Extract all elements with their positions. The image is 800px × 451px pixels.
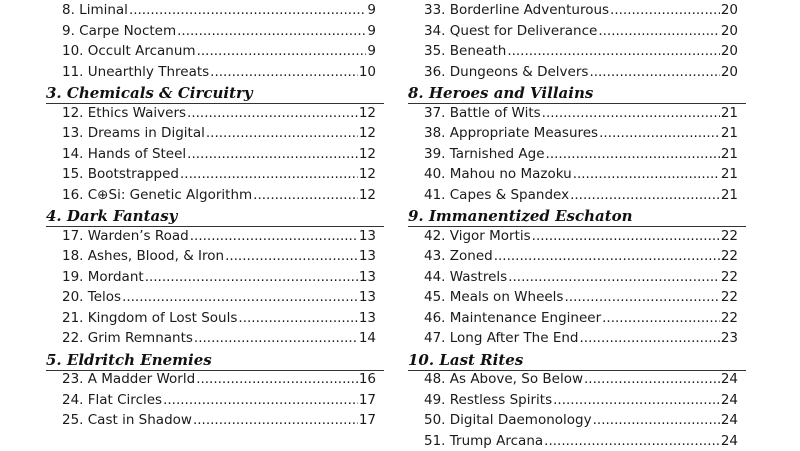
entry-page-number: 13 (358, 268, 376, 285)
toc-entry[interactable] (424, 185, 738, 205)
dot-leader (197, 41, 367, 61)
entry-page-number: 24 (720, 412, 738, 428)
entry-page-number: 9 (367, 43, 376, 59)
toc-entry[interactable] (62, 62, 376, 82)
dot-leader (544, 431, 720, 451)
toc-entry[interactable] (62, 21, 376, 41)
entry-page-number: 22 (720, 268, 738, 285)
dot-leader (553, 390, 720, 410)
entry-page-number: 12 (358, 186, 376, 203)
entry-title: 17. Warden’s Road (62, 227, 189, 244)
entry-title: 50. Digital Daemonology (424, 412, 592, 428)
entry-title: 19. Mordant (62, 268, 144, 285)
entry-title: 14. Hands of Steel (62, 145, 187, 162)
toc-entry[interactable] (62, 103, 376, 123)
dot-leader (573, 164, 720, 184)
entry-title: 25. Cast in Shadow (62, 412, 192, 428)
dot-leader (253, 185, 358, 205)
entry-title: 37. Battle of Wits (424, 104, 541, 121)
entry-page-number: 9 (367, 2, 376, 18)
entry-page-number: 21 (720, 125, 738, 141)
entry-page-number: 12 (358, 145, 376, 162)
dot-leader (610, 0, 720, 20)
entry-title: 47. Long After The End (424, 330, 579, 346)
toc-entry[interactable] (424, 287, 738, 307)
entry-title: 8. Liminal (62, 2, 128, 18)
entry-page-number: 24 (720, 391, 738, 408)
entry-title: 10. Occult Arcanum (62, 43, 196, 59)
dot-leader (580, 328, 720, 348)
dot-leader (206, 123, 358, 143)
entry-title: 38. Appropriate Measures (424, 125, 599, 141)
dot-leader (546, 144, 720, 164)
entry-page-number: 14 (358, 330, 376, 346)
dot-leader (508, 267, 720, 287)
toc-entry[interactable] (424, 410, 738, 430)
section-heading: 8. Heroes and Villains (408, 82, 746, 104)
entry-page-number: 21 (720, 186, 738, 203)
entry-page-number: 17 (358, 391, 376, 408)
entry-title: 11. Unearthly Threats (62, 63, 210, 80)
dot-leader (599, 123, 720, 143)
entry-page-number: 20 (720, 2, 738, 18)
toc-entry[interactable] (424, 431, 738, 451)
entry-title: 42. Vigor Mortis (424, 227, 531, 244)
entry-page-number: 16 (358, 371, 376, 387)
entry-title: 15. Bootstrapped (62, 166, 179, 182)
dot-leader (122, 287, 358, 307)
dot-leader (187, 144, 358, 164)
dot-leader (190, 226, 358, 246)
entry-page-number: 22 (720, 248, 738, 264)
entry-title: 40. Mahou no Mazoku (424, 166, 572, 182)
dot-leader (584, 369, 720, 389)
dot-leader (196, 369, 358, 389)
dot-leader (177, 21, 366, 41)
toc-entry[interactable] (424, 0, 738, 20)
entry-title: 39. Tarnished Age (424, 145, 545, 162)
toc-entry[interactable] (424, 308, 738, 328)
entry-page-number: 23 (720, 330, 738, 346)
entry-title: 12. Ethics Waivers (62, 104, 187, 121)
section-heading: 9. Immanentized Eschaton (408, 205, 746, 227)
entry-title: 21. Kingdom of Lost Souls (62, 309, 238, 326)
toc-entry[interactable] (424, 123, 738, 143)
entry-page-number: 20 (720, 63, 738, 80)
dot-leader (145, 267, 358, 287)
dot-leader (180, 164, 358, 184)
dot-leader (238, 308, 357, 328)
toc-entry[interactable] (62, 369, 376, 389)
toc-entry[interactable] (62, 0, 376, 20)
entry-page-number: 21 (720, 104, 738, 121)
toc-entry[interactable] (424, 103, 738, 123)
entry-title: 41. Capes & Spandex (424, 186, 570, 203)
entry-page-number: 13 (358, 289, 376, 305)
entry-title: 22. Grim Remnants (62, 330, 193, 346)
entry-title: 49. Restless Spirits (424, 391, 553, 408)
entry-title: 33. Borderline Adventurous (424, 2, 610, 18)
entry-page-number: 9 (367, 22, 376, 39)
entry-title: 44. Wastrels (424, 268, 508, 285)
toc-entry[interactable] (424, 144, 738, 164)
toc-entry[interactable] (62, 246, 376, 266)
dot-leader (210, 62, 358, 82)
dot-leader (187, 103, 358, 123)
entry-title: 51. Trump Arcana (424, 432, 544, 449)
dot-leader (507, 41, 720, 61)
toc-entry[interactable] (424, 164, 738, 184)
dot-leader (542, 103, 720, 123)
entry-page-number: 12 (358, 104, 376, 121)
dot-leader (593, 410, 720, 430)
dot-leader (589, 62, 719, 82)
entry-title: 20. Telos (62, 289, 122, 305)
toc-entry[interactable] (424, 267, 738, 287)
dot-leader (570, 185, 720, 205)
toc-entry[interactable] (424, 226, 738, 246)
entry-page-number: 20 (720, 43, 738, 59)
entry-page-number: 20 (720, 22, 738, 39)
dot-leader (193, 410, 358, 430)
toc-entry[interactable] (62, 308, 376, 328)
toc-entry[interactable] (424, 390, 738, 410)
entry-page-number: 13 (358, 309, 376, 326)
toc-entry[interactable] (62, 144, 376, 164)
entry-page-number: 22 (720, 309, 738, 326)
entry-title: 46. Maintenance Engineer (424, 309, 602, 326)
toc-entry[interactable] (62, 328, 376, 348)
entry-title: 9. Carpe Noctem (62, 22, 177, 39)
entry-title: 36. Dungeons & Delvers (424, 63, 589, 80)
toc-entry[interactable] (62, 390, 376, 410)
dot-leader (129, 0, 366, 20)
toc-entry[interactable] (62, 123, 376, 143)
toc-entry[interactable] (424, 369, 738, 389)
dot-leader (602, 308, 720, 328)
dot-leader (194, 328, 358, 348)
section-heading: 3. Chemicals & Circuitry (46, 82, 384, 104)
dot-leader (564, 287, 719, 307)
dot-leader (163, 390, 358, 410)
toc-entry[interactable] (62, 410, 376, 430)
entry-page-number: 12 (358, 166, 376, 182)
toc-entry[interactable] (424, 62, 738, 82)
entry-page-number: 10 (358, 63, 376, 80)
entry-title: 18. Ashes, Blood, & Iron (62, 248, 225, 264)
entry-title: 35. Beneath (424, 43, 507, 59)
dot-leader (532, 226, 720, 246)
entry-page-number: 13 (358, 248, 376, 264)
dot-leader (225, 246, 358, 266)
entry-title: 16. C⊕Si: Genetic Algorithm (62, 186, 253, 203)
section-heading: 5. Eldritch Enemies (46, 349, 384, 371)
entry-title: 23. A Madder World (62, 371, 196, 387)
toc-entry[interactable] (424, 328, 738, 348)
entry-title: 48. As Above, So Below (424, 371, 584, 387)
entry-title: 45. Meals on Wheels (424, 289, 564, 305)
toc-entry[interactable] (62, 267, 376, 287)
toc-entry[interactable] (62, 287, 376, 307)
toc-entry[interactable] (62, 185, 376, 205)
toc-entry[interactable] (424, 246, 738, 266)
entry-page-number: 24 (720, 371, 738, 387)
entry-page-number: 21 (720, 166, 738, 182)
entry-page-number: 22 (720, 227, 738, 244)
entry-title: 34. Quest for Deliverance (424, 22, 598, 39)
toc-entry[interactable] (62, 226, 376, 246)
toc-entry[interactable] (62, 41, 376, 61)
toc-entry[interactable] (424, 41, 738, 61)
dot-leader (598, 21, 719, 41)
entry-page-number: 21 (720, 145, 738, 162)
toc-entry[interactable] (424, 21, 738, 41)
dot-leader (494, 246, 720, 266)
section-heading: 10. Last Rites (408, 349, 746, 371)
entry-page-number: 17 (358, 412, 376, 428)
entry-page-number: 22 (720, 289, 738, 305)
entry-page-number: 13 (358, 227, 376, 244)
entry-page-number: 24 (720, 432, 738, 449)
section-heading: 4. Dark Fantasy (46, 205, 384, 227)
entry-title: 24. Flat Circles (62, 391, 163, 408)
entry-title: 43. Zoned (424, 248, 493, 264)
entry-title: 13. Dreams in Digital (62, 125, 205, 141)
entry-page-number: 12 (358, 125, 376, 141)
toc-entry[interactable] (62, 164, 376, 184)
